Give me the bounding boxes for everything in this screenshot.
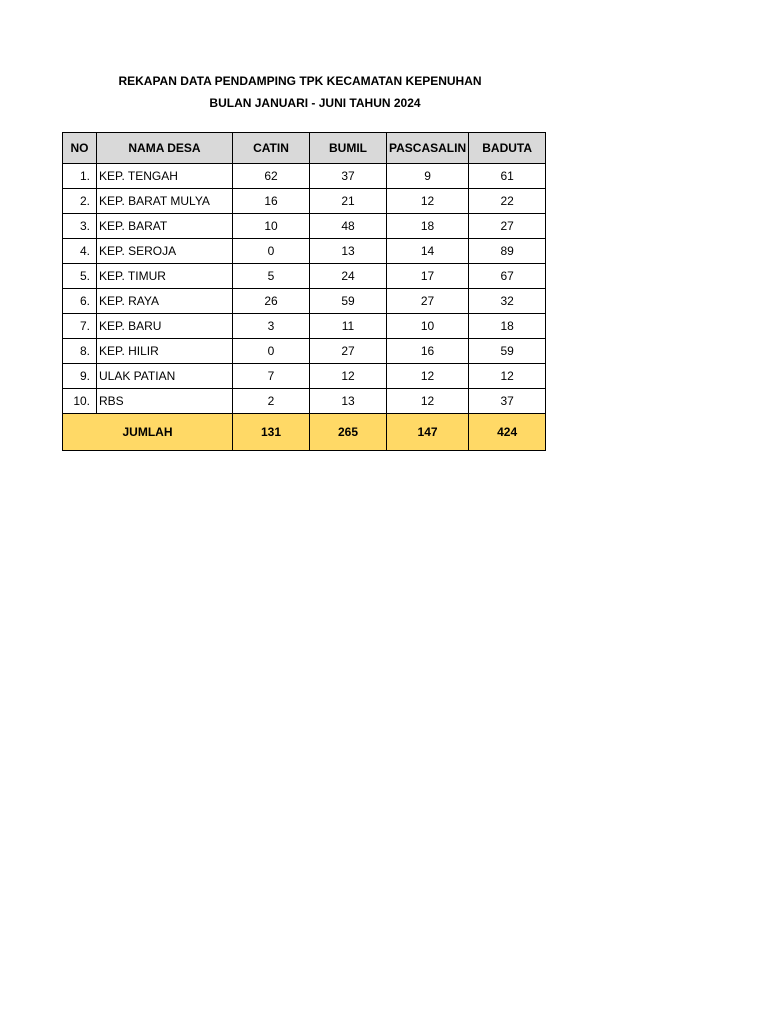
- cell-no: 2.: [63, 189, 97, 214]
- cell-nama-desa: RBS: [97, 389, 233, 414]
- cell-nama-desa: KEP. BARAT MULYA: [97, 189, 233, 214]
- table-row: [63, 189, 546, 214]
- cell-pascasalin: 14: [387, 239, 469, 264]
- cell-pascasalin: 10: [387, 314, 469, 339]
- cell-no: 10.: [63, 389, 97, 414]
- cell-catin: 2: [233, 389, 310, 414]
- table-row: [63, 289, 546, 314]
- cell-bumil: 13: [310, 389, 387, 414]
- cell-catin: 7: [233, 364, 310, 389]
- cell-no: 3.: [63, 214, 97, 239]
- cell-pascasalin: 17: [387, 264, 469, 289]
- cell-nama-desa: KEP. TENGAH: [97, 164, 233, 189]
- cell-bumil: 11: [310, 314, 387, 339]
- total-baduta: 424: [469, 414, 546, 451]
- cell-baduta: 32: [469, 289, 546, 314]
- report-title: REKAPAN DATA PENDAMPING TPK KECAMATAN KEPENUHAN: [118, 74, 482, 88]
- cell-no: 5.: [63, 264, 97, 289]
- cell-baduta: 67: [469, 264, 546, 289]
- cell-catin: 5: [233, 264, 310, 289]
- table-row: [63, 164, 546, 189]
- cell-no: 8.: [63, 339, 97, 364]
- cell-catin: 26: [233, 289, 310, 314]
- header-bumil: BUMIL: [310, 133, 387, 164]
- table-row: [63, 389, 546, 414]
- cell-baduta: 37: [469, 389, 546, 414]
- header-pascasalin: PASCASALIN: [387, 133, 469, 164]
- cell-baduta: 27: [469, 214, 546, 239]
- cell-pascasalin: 12: [387, 364, 469, 389]
- cell-no: 4.: [63, 239, 97, 264]
- cell-bumil: 21: [310, 189, 387, 214]
- cell-no: 9.: [63, 364, 97, 389]
- cell-pascasalin: 9: [387, 164, 469, 189]
- cell-bumil: 27: [310, 339, 387, 364]
- cell-baduta: 12: [469, 364, 546, 389]
- table-row: [63, 314, 546, 339]
- cell-catin: 16: [233, 189, 310, 214]
- table-total-row: [63, 414, 546, 451]
- table-header-row: [63, 133, 546, 164]
- header-baduta: BADUTA: [469, 133, 546, 164]
- cell-bumil: 59: [310, 289, 387, 314]
- cell-bumil: 24: [310, 264, 387, 289]
- cell-baduta: 22: [469, 189, 546, 214]
- cell-baduta: 89: [469, 239, 546, 264]
- cell-catin: 0: [233, 239, 310, 264]
- cell-nama-desa: KEP. HILIR: [97, 339, 233, 364]
- total-pascasalin: 147: [387, 414, 469, 451]
- table-row: [63, 239, 546, 264]
- cell-catin: 0: [233, 339, 310, 364]
- cell-nama-desa: KEP. RAYA: [97, 289, 233, 314]
- table-row: [63, 364, 546, 389]
- cell-baduta: 18: [469, 314, 546, 339]
- table-row: [63, 214, 546, 239]
- cell-catin: 62: [233, 164, 310, 189]
- cell-catin: 3: [233, 314, 310, 339]
- cell-bumil: 12: [310, 364, 387, 389]
- total-bumil: 265: [310, 414, 387, 451]
- cell-no: 1.: [63, 164, 97, 189]
- cell-nama-desa: ULAK PATIAN: [97, 364, 233, 389]
- cell-catin: 10: [233, 214, 310, 239]
- table-row: [63, 339, 546, 364]
- cell-bumil: 48: [310, 214, 387, 239]
- cell-no: 7.: [63, 314, 97, 339]
- cell-pascasalin: 12: [387, 389, 469, 414]
- cell-nama-desa: KEP. SEROJA: [97, 239, 233, 264]
- cell-bumil: 37: [310, 164, 387, 189]
- cell-pascasalin: 18: [387, 214, 469, 239]
- total-catin: 131: [233, 414, 310, 451]
- recap-table: [62, 132, 546, 451]
- cell-bumil: 13: [310, 239, 387, 264]
- cell-baduta: 59: [469, 339, 546, 364]
- header-catin: CATIN: [233, 133, 310, 164]
- header-no: NO: [63, 133, 97, 164]
- cell-pascasalin: 12: [387, 189, 469, 214]
- cell-pascasalin: 16: [387, 339, 469, 364]
- total-label: JUMLAH: [63, 414, 233, 451]
- cell-nama-desa: KEP. BARU: [97, 314, 233, 339]
- cell-nama-desa: KEP. TIMUR: [97, 264, 233, 289]
- cell-no: 6.: [63, 289, 97, 314]
- report-subtitle: BULAN JANUARI - JUNI TAHUN 2024: [209, 96, 421, 110]
- table-row: [63, 264, 546, 289]
- cell-pascasalin: 27: [387, 289, 469, 314]
- cell-nama-desa: KEP. BARAT: [97, 214, 233, 239]
- header-nama-desa: NAMA DESA: [97, 133, 233, 164]
- cell-baduta: 61: [469, 164, 546, 189]
